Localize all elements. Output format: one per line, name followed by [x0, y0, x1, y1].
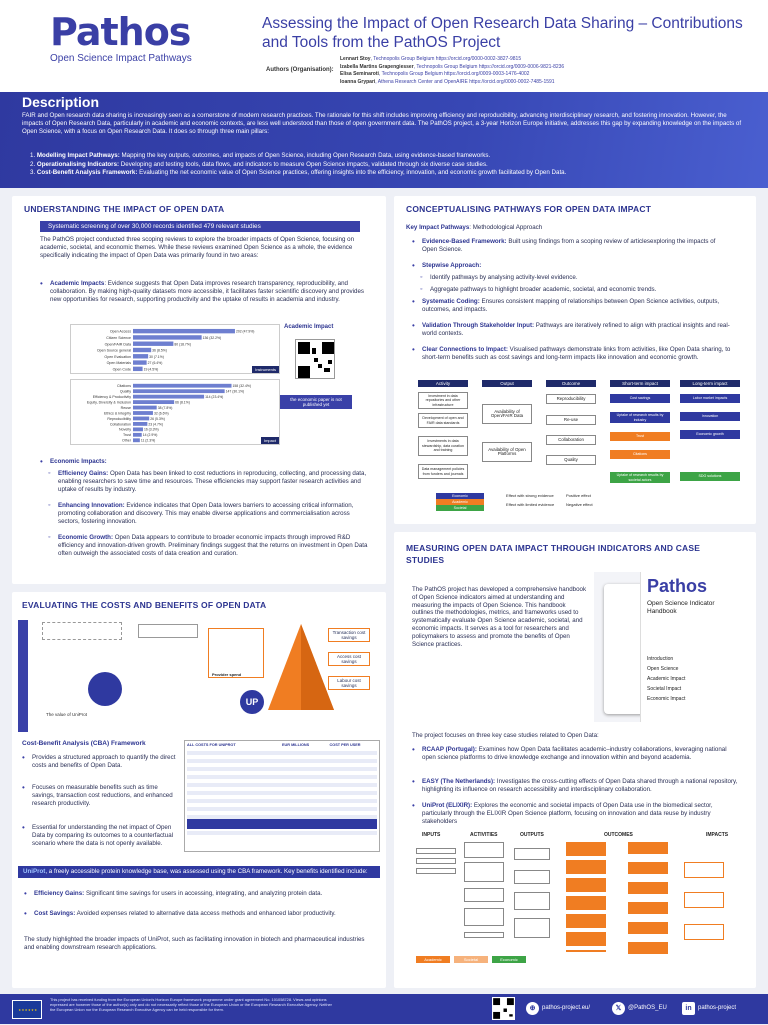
- bar: [133, 329, 235, 333]
- flow-output-box: [514, 918, 550, 938]
- bar-category-label: Citations: [117, 384, 131, 389]
- bar-value-label: 114 (23.4%): [205, 395, 224, 399]
- economic-growth: ◦ Economic Growth: Open Data appears to contribute to broader economic impacts through improved R&D efficiency and innovation-driven growth. Preliminary findings suggest that the returns on investment in Open Data often outweigh the associated costs of data creation and curation.: [40, 534, 370, 557]
- uniprot-benefit: • Efficiency Gains: Significant time savings for users in accessing, integrating, and analyzing protein data.: [24, 890, 374, 898]
- bar: [133, 422, 147, 426]
- column-header: Long-term impact: [680, 380, 740, 387]
- activity-box: Investment in data repositories and other infrastructure: [418, 392, 468, 409]
- costs-panel: [12, 592, 386, 988]
- pathos-logo: [50, 12, 192, 64]
- short-term-box: Uptake of research results by societal actors: [610, 472, 670, 483]
- pathway-item: • Evidence-Based Framework: Built using findings from a scoping review of articlesexploring the impacts of Open Science.: [412, 238, 732, 254]
- bar-value-label: 16 (3.3%): [143, 427, 159, 432]
- globe-icon[interactable]: ⊕: [526, 1002, 539, 1015]
- author-line: Lennart Stoy, Technopolis Group Belgium https://orcid.org/0000-0002-3827-9815: [340, 56, 522, 62]
- case-study: • RCAAP (Portugal): Examines how Open Data facilitates academic–industry collaborations, leveraging national open science platforms to drive knowledge exchange and innovation within and beyond academia.: [412, 746, 742, 762]
- bar-value-label: 30 (7.1%): [149, 354, 164, 359]
- instruments-bar-chart: [71, 325, 281, 375]
- flow-legend-academic: Academic: [416, 956, 450, 963]
- handbook-menu-item[interactable]: Societal Impact: [647, 686, 682, 692]
- bar-category-label: Quality: [119, 389, 131, 394]
- bar-category-label: Novelty: [119, 427, 131, 432]
- bar-value-label: 66 (8.1%): [175, 400, 190, 405]
- bar-category-label: Open Source general: [96, 348, 131, 353]
- bar-value-label: 32 (6.6%): [153, 411, 169, 416]
- handbook-menu-item[interactable]: Academic Impact: [647, 676, 686, 682]
- pyramid-label: Access cost savings: [328, 652, 370, 666]
- bar-value-label: 147 (30.1%): [225, 389, 245, 394]
- pathway-item: • Clear Connections to Impact: Visualised pathways demonstrate links from activities, like Open Data sharing, to short-term benefits such as cost savings and long-term impacts like innovation and economic growth.: [412, 346, 732, 362]
- flow-activity-box: [464, 932, 504, 938]
- bar: [133, 342, 173, 346]
- handbook-page: [640, 572, 750, 722]
- activity-box: Data management policies from funders and journals: [418, 464, 468, 479]
- bar-category-label: Citizen Science: [106, 336, 131, 340]
- bar-value-label: 23 (4.7%): [148, 422, 164, 427]
- legend-societal: Societal: [436, 505, 484, 511]
- flow-activity-box: [464, 862, 504, 882]
- linkedin-icon[interactable]: in: [682, 1002, 695, 1015]
- flow-outcomes-short: [566, 842, 606, 952]
- enhancing-innovation: ◦ Enhancing Innovation: Evidence indicates that Open Data lowers barriers to accessing critical information, promoting collaboration and discovery. This may enable diverse applications and commercialisation across sectors, fostering innovation.: [40, 502, 370, 525]
- legend-economic: Economic: [436, 493, 484, 499]
- pillars-list: [30, 152, 750, 178]
- bar-category-label: Equity, Diversity & Inclusion: [86, 400, 131, 405]
- flow-impact-box: [684, 924, 724, 940]
- authors-list: [340, 56, 564, 86]
- flow-input-box: [416, 848, 456, 854]
- pillar-item: 3. Cost-Benefit Analysis Framework: Evaluating the net economic value of Open Science practices, offering insights into the efficiency, innovation, and economic growth facilitated by Open Data.: [30, 169, 567, 176]
- outcome-box: Reproducibility: [546, 394, 596, 404]
- bar-value-label: 136 (32.2%): [202, 336, 222, 340]
- screening-banner: Systematic screening of over 30,000 records identified 479 relevant studies: [40, 221, 360, 232]
- uniprot-circle: [88, 672, 122, 706]
- long-term-box: Labor market impacts: [680, 394, 740, 403]
- bar: [133, 389, 225, 393]
- activity-box: Investments in data stewardship, data curation and training: [418, 436, 468, 456]
- funding-statement: This project has received funding from the European Union's Horizon Europe framework programme under grant agreement No. 101058728. Views and opinions expressed are however those of the author(s) only and do not necessarily reflect those of the European Union or the European Research Executive Agency. Neither the European Union nor the European Research Executive Agency can be held responsible for them.: [50, 997, 332, 1012]
- flow-input-box: [416, 868, 456, 874]
- column-header: Short-term impact: [610, 380, 670, 387]
- handbook-menu-item[interactable]: Introduction: [647, 656, 674, 662]
- bar: [133, 354, 148, 358]
- bar-value-label: 202 (47.9%): [235, 329, 255, 334]
- efficiency-gains: ◦ Efficiency Gains: Open Data has been linked to cost reductions in reproducing, collecting, and processing data, enabling researchers to save time and resources. These efficiencies may support faster research activities and uptake of results by industry.: [40, 470, 370, 493]
- flow-column-header: IMPACTS: [706, 832, 729, 838]
- linkedin-link[interactable]: pathos-project: [698, 1005, 737, 1011]
- flow-impact-box: [684, 892, 724, 908]
- bar: [133, 360, 147, 364]
- pillar-item: 2. Operationalising Indicators: Developing and testing tools, data flows, and indicators to measure Open Science impacts, validated through six diverse case studies.: [30, 160, 488, 168]
- flow-activity-box: [464, 842, 504, 858]
- cases-intro: The project focuses on three key case studies related to Open Data:: [412, 732, 599, 739]
- bar: [133, 395, 204, 399]
- case-study: • UniProt (ELIXIR): Explores the economic and societal impacts of Open Data use in the biomedical sector, particularly through the ELIXIR Open Science platform, focusing on innovation and data reuse by industry stakeholders: [412, 802, 742, 825]
- bar: [133, 384, 232, 388]
- website-link[interactable]: pathos-project.eu/: [542, 1005, 591, 1011]
- bar-category-label: Reuse: [120, 405, 131, 410]
- eu-flag-icon: ★★★★★★: [12, 1000, 42, 1019]
- legend-line-label: Effect with strong evidence: [506, 493, 554, 498]
- pyramid-label: Transaction cost savings: [328, 628, 370, 642]
- twitter-icon[interactable]: 𝕏: [612, 1002, 625, 1015]
- bar-category-label: Open Materials: [106, 361, 131, 366]
- output-box: Availability of Open Platforms: [482, 442, 532, 462]
- flow-legend-economic: Economic: [492, 956, 526, 963]
- uniprot-cost-table: [184, 740, 380, 852]
- bar-value-label: 14 (2.9%): [142, 433, 158, 438]
- value-caption: The value of UniProt: [46, 712, 88, 717]
- flow-legend-societal: Societal: [454, 956, 488, 963]
- poster-title: Assessing the Impact of Open Research Data Sharing – Contributions and Tools from the PathOS Project: [262, 15, 743, 51]
- bar: [133, 438, 140, 442]
- chart-a-tag: Instruments: [252, 366, 279, 373]
- column-header: Output: [482, 380, 532, 387]
- bar-category-label: Ethics & Integrity: [104, 411, 131, 416]
- legend-line-label: Positive effect: [566, 493, 591, 498]
- flow-outcomes-long: [628, 842, 668, 962]
- provider-spend-label: Provider spend: [212, 672, 242, 677]
- bar-value-label: 36 (8.5%): [152, 348, 167, 353]
- stepwise-sub: ◦ Aggregate pathways to highlight broader academic, societal, and economic trends.: [412, 286, 732, 294]
- bar-category-label: Open Evaluation: [104, 354, 131, 359]
- short-term-box: Cost savings: [610, 394, 670, 403]
- pathway-item: • Validation Through Stakeholder Input: Pathways are iteratively refined to align with practical insights and real-world contexts.: [412, 322, 732, 338]
- bar-category-label: Open Access: [109, 329, 131, 334]
- chart-a-frame: [70, 324, 280, 374]
- short-term-box: Citations: [610, 450, 670, 459]
- legend-line-label: Negative effect: [566, 502, 593, 507]
- bar-category-label: Open/FAIR Data: [104, 342, 131, 347]
- flow-column-header: OUTCOMES: [604, 832, 633, 838]
- cba-bullet: • Focuses on measurable benefits such as time savings, transaction cost reductions, and enhanced research productivity.: [22, 784, 182, 807]
- author-line: Elisa Seminaroti, Technopolis Group Belgium https://orcid.org/0009-0003-1476-4002: [340, 71, 530, 77]
- pyramid-icon: [266, 622, 336, 712]
- bar-category-label: Reproducibility: [107, 416, 131, 421]
- bar-category-label: Open Code: [112, 367, 131, 372]
- logo-tagline: Open Science Impact Pathways: [50, 53, 192, 64]
- bar-value-label: 26 (5.3%): [150, 416, 165, 421]
- poster-footer: [0, 994, 768, 1024]
- handbook-menu-item[interactable]: Economic Impact: [647, 696, 686, 702]
- activity-box: Development of open and FAIR data standards: [418, 413, 468, 428]
- short-term-box: Uptake of research results by industry: [610, 412, 670, 423]
- pathways-heading: CONCEPTUALISING PATHWAYS FOR OPEN DATA IMPACT: [406, 204, 652, 214]
- case-flow-diagram: [414, 832, 746, 982]
- pathways-panel: [394, 196, 756, 524]
- logo-word: Pathos: [50, 10, 191, 54]
- chart-b-tag: Impact: [261, 437, 279, 444]
- provider-spend-box: [208, 628, 264, 678]
- flow-impact-box: [684, 862, 724, 878]
- bar-value-label: 80 (18.7%): [174, 342, 191, 347]
- qr-caption: the economic paper is not published yet: [280, 395, 352, 409]
- measuring-heading: MEASURING OPEN DATA IMPACT THROUGH INDICATORS AND CASE STUDIES: [406, 543, 701, 565]
- pyramid-label: Labour cost savings: [328, 676, 370, 690]
- bar: [133, 417, 149, 421]
- flow-activity-box: [464, 908, 504, 926]
- flow-box: [42, 622, 122, 640]
- footer-qr-icon[interactable]: [492, 997, 515, 1020]
- bar: [133, 406, 157, 410]
- bar-value-label: 158 (32.4%): [232, 384, 252, 389]
- handbook-intro: The PathOS project has developed a comprehensive handbook of Open Science indicators aimed at understanding and measuring the impacts of Open Science. This handbook outlines the methodologies, metrics, and frameworks used to systematically evaluate Open Science academic, societal, and economic impacts. It serves as a tool for researchers and policymakers to assess and promote the benefits of Open Science practices.: [412, 586, 587, 648]
- cba-bullet: • Provides a structured approach to quantify the direct costs and benefits of Open Data.: [22, 754, 182, 770]
- bar: [133, 411, 153, 415]
- handbook-logo: Pathos: [647, 576, 708, 596]
- pathway-diagram: [418, 380, 748, 520]
- long-term-box: Economic growth: [680, 430, 740, 439]
- cba-bullet: • Essential for understanding the net impact of Open Data by comparing its outcomes to a counterfactual scenario where the data is not openly available.: [22, 824, 182, 847]
- bar: [133, 335, 202, 339]
- description-section: [0, 92, 768, 188]
- bar-category-label: Efficiency & Productivity: [92, 395, 131, 399]
- bar-value-label: 27 (6.4%): [147, 361, 163, 366]
- pathway-item: • Systematic Coding: Ensures consistent mapping of relationships between Open Science activities, outputs, outcomes, and impacts.: [412, 298, 732, 314]
- flow-output-box: [514, 892, 550, 910]
- uniprot-benefit: • Cost Savings: Avoided expenses related to alternative data access methods and enhanced labor productivity.: [24, 910, 374, 918]
- author-line: Izabella Martins Grapengiesser, Technopolis Group Belgium https://orcid.org/0009-0006-9821-8236: [340, 63, 565, 70]
- academic-impacts: • Academic Impacts: Evidence suggests that Open Data improves research transparency, reproducibility, and collaboration. By making high-quality datasets more accessible, it facilitates faster scientific discovery and provides new opportunities for research, supporting productivity and the uptake of results in academia and industry.: [40, 280, 370, 303]
- handbook-title: Open Science Indicator Handbook: [647, 600, 715, 615]
- flow-box: [138, 624, 198, 638]
- qr-code-icon[interactable]: [295, 339, 335, 379]
- bar: [133, 433, 142, 437]
- outcome-box: Re-use: [546, 415, 596, 425]
- bar: [133, 427, 143, 431]
- costs-heading: EVALUATING THE COSTS AND BENEFITS OF OPEN DATA: [22, 600, 267, 610]
- uniprot-value-graphic: [18, 620, 208, 735]
- pathways-key: Key Impact Pathways: Methodological Approach: [406, 224, 543, 231]
- pillar-item: 1. Modelling Impact Pathways: Mapping the key outputs, outcomes, and impacts of Open Science, including Open Research Data, using evidence-based frameworks.: [30, 152, 491, 159]
- bar: [133, 400, 174, 404]
- cba-title: Cost-Benefit Analysis (CBA) Framework: [22, 740, 146, 747]
- handbook-cover: [594, 572, 750, 722]
- uniprot-banner: UniProt, a freely accessible protein knowledge base, was assessed using the CBA framework. Key benefits identified include:: [18, 866, 380, 878]
- flow-column-header: ACTIVITIES: [470, 832, 498, 838]
- measuring-panel: [394, 532, 756, 988]
- flow-activity-box: [464, 888, 504, 902]
- long-term-box: SDG solutions: [680, 472, 740, 481]
- stepwise-sub: ◦ Identify pathways by analysing activity-level evidence.: [412, 274, 732, 282]
- output-box: Availability of Open/FAIR Data: [482, 404, 532, 424]
- case-study: • EASY (The Netherlands): Investigates the cross-cutting effects of Open Data shared through a national repository, highlighting its influence on research accessibility and interdisciplinary collaboration.: [412, 778, 742, 794]
- up-badge: UP: [240, 690, 264, 714]
- outcome-box: Collaboration: [546, 435, 596, 445]
- economic-impacts: • Economic Impacts:: [40, 458, 370, 466]
- bar-value-label: 11 (2.3%): [140, 438, 156, 443]
- authors-label: Authors (Organisation):: [266, 67, 334, 73]
- bar-category-label: Other: [122, 438, 131, 443]
- long-term-box: Innovation: [680, 412, 740, 421]
- flow-output-box: [514, 870, 550, 884]
- author-line: Ioanna Grypari, Athena Research Center and OpenAIRE https://orcid.org/0000-0002-7485-1591: [340, 78, 555, 85]
- flow-column-header: INPUTS: [422, 832, 441, 838]
- understanding-panel: [12, 196, 386, 584]
- poster-header: [0, 0, 768, 92]
- bar-value-label: 38 (7.8%): [157, 405, 173, 410]
- flow-input-box: [416, 858, 456, 864]
- impact-bar-chart: [71, 380, 281, 446]
- side-tab: [18, 620, 28, 732]
- handbook-menu-item[interactable]: Open Science: [647, 666, 679, 672]
- flow-output-box: [514, 848, 550, 860]
- column-header: Activity: [418, 380, 468, 387]
- bar: [133, 348, 151, 352]
- column-header: Outcome: [546, 380, 596, 387]
- outcome-box: Quality: [546, 455, 596, 465]
- bar-category-label: Trust: [122, 433, 131, 438]
- flow-column-header: OUTPUTS: [520, 832, 544, 838]
- cba-pyramid: [208, 622, 378, 732]
- table-total-row: [187, 819, 377, 829]
- bar-value-label: 19 (4.5%): [143, 367, 159, 372]
- short-term-box: Trust: [610, 432, 670, 441]
- description-text: FAIR and Open research data sharing is increasingly seen as a cornerstone of modern research practices. The rationale for this shift includes improving efficiency and reproducibility, advancing interdisciplinary research, and fostering innovation. However, the impacts of Open Research Data, particularly in academic and economic contexts, are less well understood than those of open government data. The PathOS project, a 3-year Horizon Europe initiative, addresses this gap by expanding knowledge on the impacts of Open Science, with a focus on Open Research Data. It does so through three main pillars:: [22, 112, 742, 135]
- legend-line-label: Effect with limited evidence: [506, 502, 555, 507]
- academic-impact-label: Academic Impact: [284, 324, 334, 330]
- understanding-intro: The PathOS project conducted three scoping reviews to explore the broader impacts of Open Science, focusing on academic, societal, and economic themes. While these reviews examined Open Science as a whole, the evidence specifically indicating the impact of Open Data was primarily found in two areas:: [40, 236, 355, 259]
- chart-b-frame: [70, 379, 280, 445]
- bar: [133, 367, 143, 371]
- legend-academic: Academic: [436, 499, 484, 505]
- table-header: ALL COSTS FOR UNIPROT EUR MILLIONS COST PER USER: [187, 743, 361, 747]
- understanding-heading: UNDERSTANDING THE IMPACT OF OPEN DATA: [24, 204, 225, 214]
- pathway-item: • Stepwise Approach:: [412, 262, 732, 270]
- uniprot-closing: The study highlighted the broader impacts of UniProt, such as facilitating innovation in biotech and pharmaceutical industries and enabling downstream research applications.: [24, 936, 365, 951]
- description-title: Description: [22, 94, 100, 110]
- twitter-link[interactable]: @PathOS_EU: [628, 1005, 667, 1011]
- bar-category-label: Collaboration: [109, 422, 131, 427]
